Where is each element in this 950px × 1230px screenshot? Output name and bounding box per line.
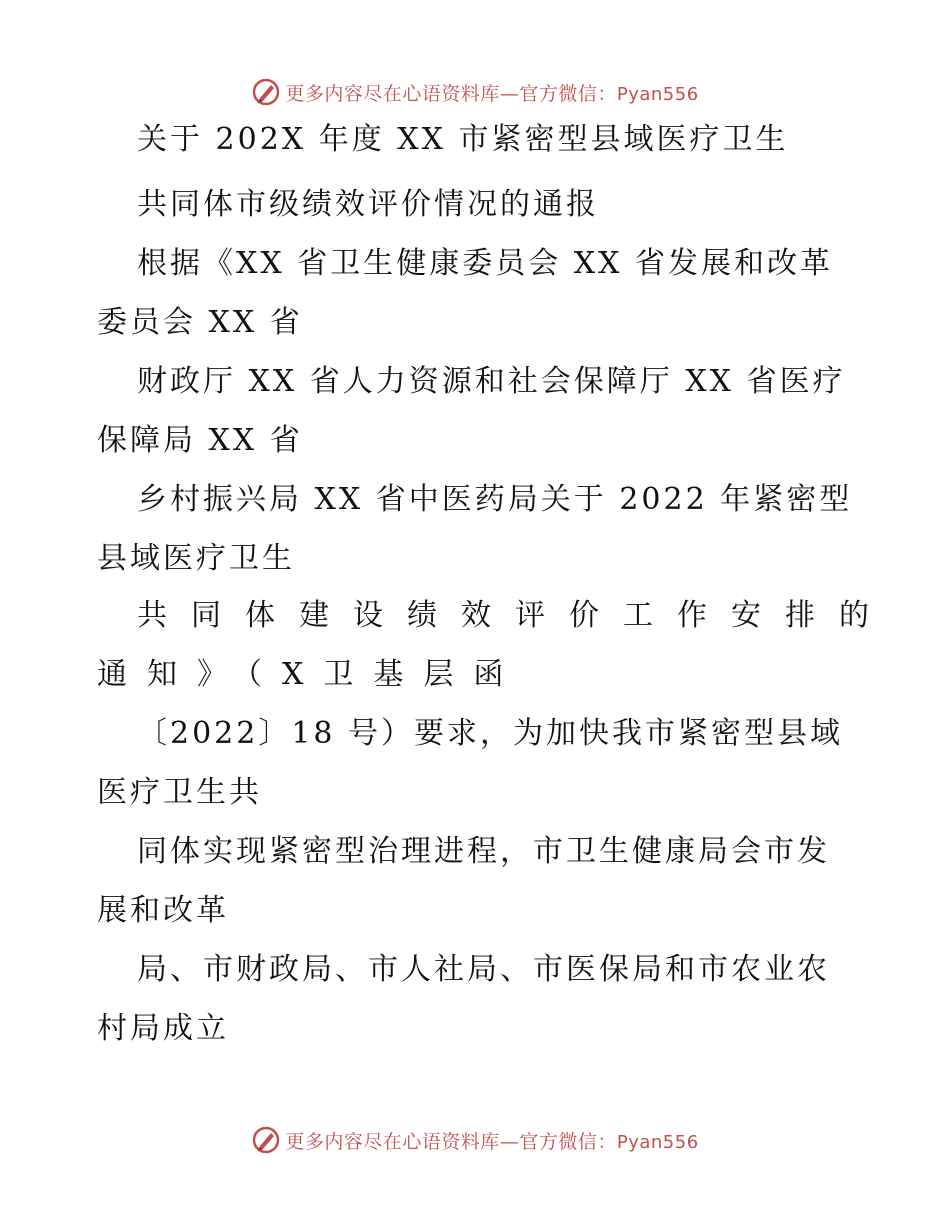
header-banner — [0, 72, 950, 112]
paragraph-line: 医疗卫生共 — [97, 775, 262, 810]
pen-logo-icon — [251, 1125, 281, 1155]
pen-logo-icon — [251, 77, 281, 107]
paragraph-line: 县域医疗卫生 — [97, 541, 295, 576]
banner-text: 更多内容尽在心语资料库—官方微信：Pyan556 — [285, 82, 699, 105]
footer-banner — [0, 1120, 950, 1160]
banner-text: 更多内容尽在心语资料库—官方微信：Pyan556 — [285, 1130, 699, 1153]
paragraph-line: 通知》（X卫基层函 — [97, 657, 524, 692]
paragraph-line: 同体实现紧密型治理进程，市卫生健康局会市发 — [137, 834, 830, 869]
paragraph-line: 乡村振兴局 XX 省中医药局关于 2022 年紧密型 — [137, 482, 853, 517]
wechat-id: Pyan556 — [616, 83, 699, 105]
title-line-1: 关于 202X 年度 XX 市紧密型县域医疗卫生 — [137, 122, 789, 157]
paragraph-line: 根据《XX 省卫生健康委员会 XX 省发展和改革 — [137, 246, 834, 281]
wechat-id: Pyan556 — [616, 1131, 699, 1153]
paragraph-line: 局、市财政局、市人社局、市医保局和市农业农 — [137, 952, 830, 987]
paragraph-line: 村局成立 — [97, 1011, 229, 1046]
paragraph-line: 财政厅 XX 省人力资源和社会保障厅 XX 省医疗 — [137, 364, 846, 399]
title-line-2: 共同体市级绩效评价情况的通报 — [137, 187, 599, 222]
paragraph-line: 保障局 XX 省 — [97, 423, 303, 458]
paragraph-line: 〔2022〕18 号）要求，为加快我市紧密型县域 — [137, 716, 844, 751]
paragraph-line: 委员会 XX 省 — [97, 305, 303, 340]
paragraph-line: 共同体建设绩效评价工作安排的 — [137, 598, 893, 633]
paragraph-line: 展和改革 — [97, 893, 229, 928]
